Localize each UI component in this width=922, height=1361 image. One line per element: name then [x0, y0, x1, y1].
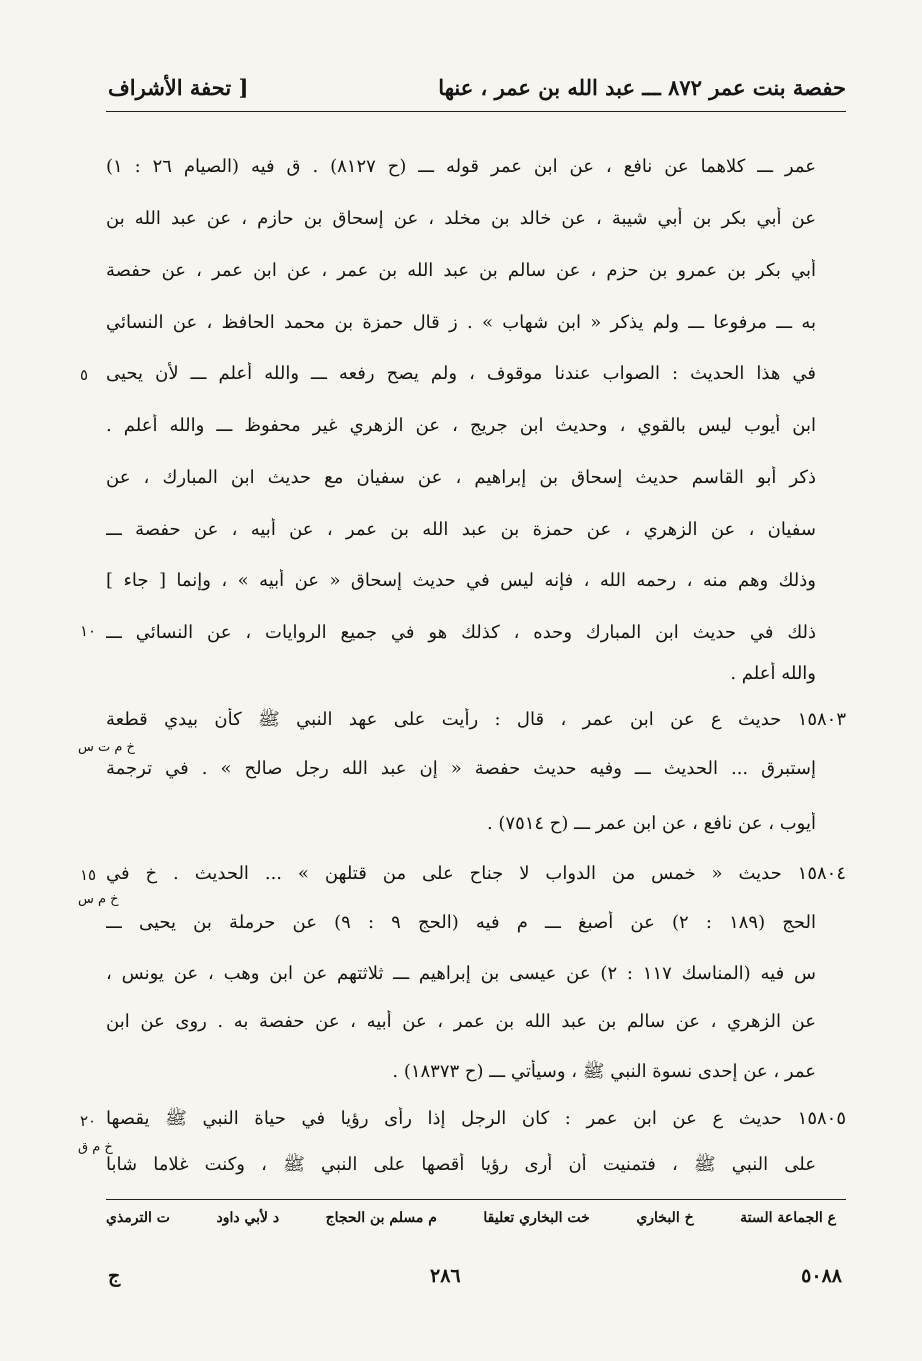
legend-item: م مسلم بن الحجاج — [325, 1210, 437, 1226]
text-line: والله أعلم . — [730, 663, 816, 684]
text-line: في هذا الحديث : الصواب عندنا موقوف ، ولم يصح رفعه ـــ والله أعلم ـــ لأن يحيى — [106, 363, 816, 384]
sigla-15803: خ م ت س — [78, 740, 135, 755]
line-number: ٥ — [80, 366, 89, 384]
legend-item: خ البخاري — [636, 1210, 694, 1226]
sigla-legend — [106, 1210, 836, 1226]
footer-number-right: ٥٠٨٨ — [801, 1265, 842, 1287]
text-line: عن أبي بكر بن أبي شيبة ، عن خالد بن مخلد ، عن إسحاق بن حازم ، عن عبد الله بن — [106, 208, 816, 229]
text-line: به ـــ مرفوعا ـــ ولم يذكر « ابن شهاب » . ز قال حمزة بن محمد الحافظ ، عن النسائي — [106, 312, 816, 333]
text-line: عن الزهري ، عن سالم بن عبد الله بن عمر ، عن أبيه ، عن حفصة به . روى عن ابن — [106, 1011, 816, 1032]
hadith-entry-15803: ١٥٨٠٣ حديث ع عن ابن عمر ، قال : رأيت على عهد النبي ﷺ كأن بيدي قطعة — [106, 709, 846, 730]
line-number: ٢٠ — [80, 1112, 97, 1130]
page-number: ٢٨٦ — [430, 1265, 461, 1287]
volume-mark: ج — [108, 1265, 121, 1287]
text-line: عمر ـــ كلاهما عن نافع ، عن ابن عمر قوله ـــ (ح ٨١٢٧) . ق فيه (الصيام ٢٦ : ١) — [106, 156, 816, 177]
line-number: ١٥ — [80, 866, 97, 884]
hadith-entry-15805: ١٥٨٠٥ حديث ع عن ابن عمر : كان الرجل إذا رأى رؤيا في حياة النبي ﷺ يقصها — [106, 1108, 846, 1129]
running-header-title: حفصة بنت عمر ٨٧٢ ـــ عبد الله بن عمر ، عنها — [438, 75, 846, 100]
text-line: على النبي ﷺ ، فتمنيت أن أرى رؤيا أقصها على النبي ﷺ ، وكنت غلاما شابا — [106, 1154, 816, 1175]
text-line: سفيان ، عن الزهري ، عن حمزة بن عبد الله بن عمر ، عن أبيه ، عن حفصة ـــ — [106, 519, 816, 540]
running-header-book: [ تحفة الأشراف — [108, 75, 249, 100]
text-line: ابن أيوب ليس بالقوي ، وحديث ابن جريج ، عن الزهري غير محفوظ ـــ والله أعلم . — [106, 415, 816, 436]
text-line: س فيه (المناسك ١١٧ : ٢) عن عيسى بن إبراهيم ـــ ثلاثتهم عن ابن وهب ، عن يونس ، — [106, 963, 816, 984]
legend-item: خت البخاري تعليقا — [483, 1210, 590, 1226]
legend-item: ع الجماعة الستة — [740, 1210, 836, 1226]
text-line: أبي بكر بن عمرو بن حزم ، عن سالم بن عبد الله بن عمر ، عن ابن عمر ، عن حفصة — [106, 260, 816, 281]
text-line: أيوب ، عن نافع ، عن ابن عمر ـــ (ح ٧٥١٤) . — [486, 813, 816, 834]
line-number: ١٠ — [80, 622, 97, 640]
sigla-15805: خ م ق — [78, 1140, 113, 1155]
text-line: ذكر أبو القاسم حديث إسحاق بن إبراهيم ، عن سفيان مع حديث ابن المبارك ، عن — [106, 467, 816, 488]
footer-rule — [106, 1199, 846, 1200]
header-rule — [106, 111, 846, 112]
text-line: الحج (١٨٩ : ٢) عن أصبغ ـــ م فيه (الحج ٩ : ٩) عن حرملة بن يحيى ـــ — [106, 912, 816, 933]
legend-item: د لأبي داود — [216, 1210, 280, 1226]
text-line: عمر ، عن إحدى نسوة النبي ﷺ ، وسيأتي ـــ (ح ١٨٣٧٣) . — [392, 1061, 816, 1082]
hadith-entry-15804: ١٥٨٠٤ حديث « خمس من الدواب لا جناح على من قتلهن » ... الحديث . خ في — [106, 863, 846, 884]
text-line: إستبرق ... الحديث ـــ وفيه حديث حفصة « إن عبد الله رجل صالح » . في ترجمة — [106, 758, 816, 779]
legend-item: ت الترمذي — [106, 1210, 170, 1226]
text-line: وذلك وهم منه ، رحمه الله ، فإنه ليس في حديث إسحاق « عن أبيه » ، وإنما [ جاء ] — [106, 570, 816, 591]
sigla-15804: خ م س — [78, 892, 119, 907]
text-line: ذلك في حديث ابن المبارك وحده ، كذلك هو في جميع الروايات ، عن النسائي ـــ — [106, 622, 816, 643]
